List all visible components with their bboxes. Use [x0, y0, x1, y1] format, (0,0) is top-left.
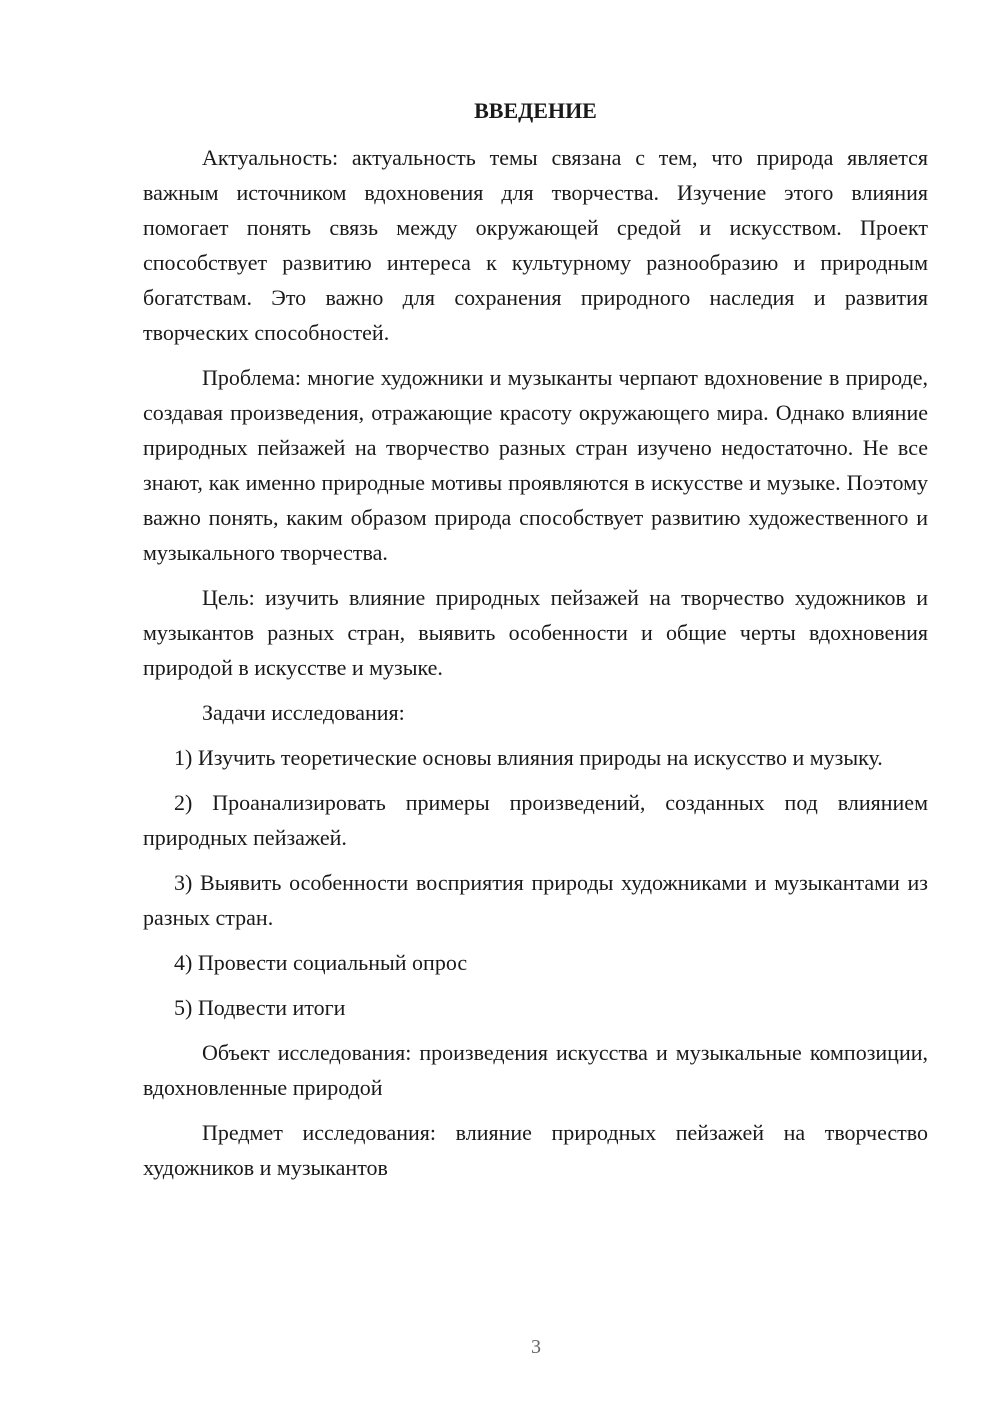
problem-paragraph: Проблема: многие художники и музыканты черпают вдохновение в природе, создавая произведения, отражающие красоту окружающего мира. Однако влияние природных пейзажей на творчество разных стран изучено недостаточно. Не все знают, как именно природные мотивы проявляются в искусстве и музыке. Поэтому важно понять, каким образом природа способствует развитию художественного и музыкального творчества.	[143, 365, 928, 565]
task-item: 5) Подвести итоги	[174, 995, 346, 1020]
goal-paragraph: Цель: изучить влияние природных пейзажей на творчество художников и музыкантов разных стран, выявить особенности и общие черты вдохновения природой в искусстве и музыке.	[143, 585, 928, 680]
tasks-heading: Задачи исследования:	[202, 700, 405, 725]
relevance-paragraph: Актуальность: актуальность темы связана с тем, что природа является важным источником вдохновения для творчества. Изучение этого влияния помогает понять связь между окружающей средой и искусством. Проект способствует развитию интереса к культурному разнообразию и природным богатствам. Это важно для сохранения природного наследия и развития творческих способностей.	[143, 145, 928, 345]
page-number: 3	[531, 1336, 541, 1358]
task-item: 1) Изучить теоретические основы влияния природы на искусство и музыку.	[174, 745, 883, 770]
task-item: 2) Проанализировать примеры произведений, созданных под влиянием природных пейзажей.	[143, 790, 928, 850]
subject-paragraph: Предмет исследования: влияние природных пейзажей на творчество художников и музыкантов	[143, 1120, 928, 1180]
section-title: ВВЕДЕНИЕ	[474, 98, 597, 123]
page-content	[143, 94, 928, 1195]
task-item: 3) Выявить особенности восприятия природы художниками и музыкантами из разных стран.	[143, 870, 928, 930]
object-paragraph: Объект исследования: произведения искусства и музыкальные композиции, вдохновленные природой	[143, 1040, 928, 1100]
task-item: 4) Провести социальный опрос	[174, 950, 468, 975]
